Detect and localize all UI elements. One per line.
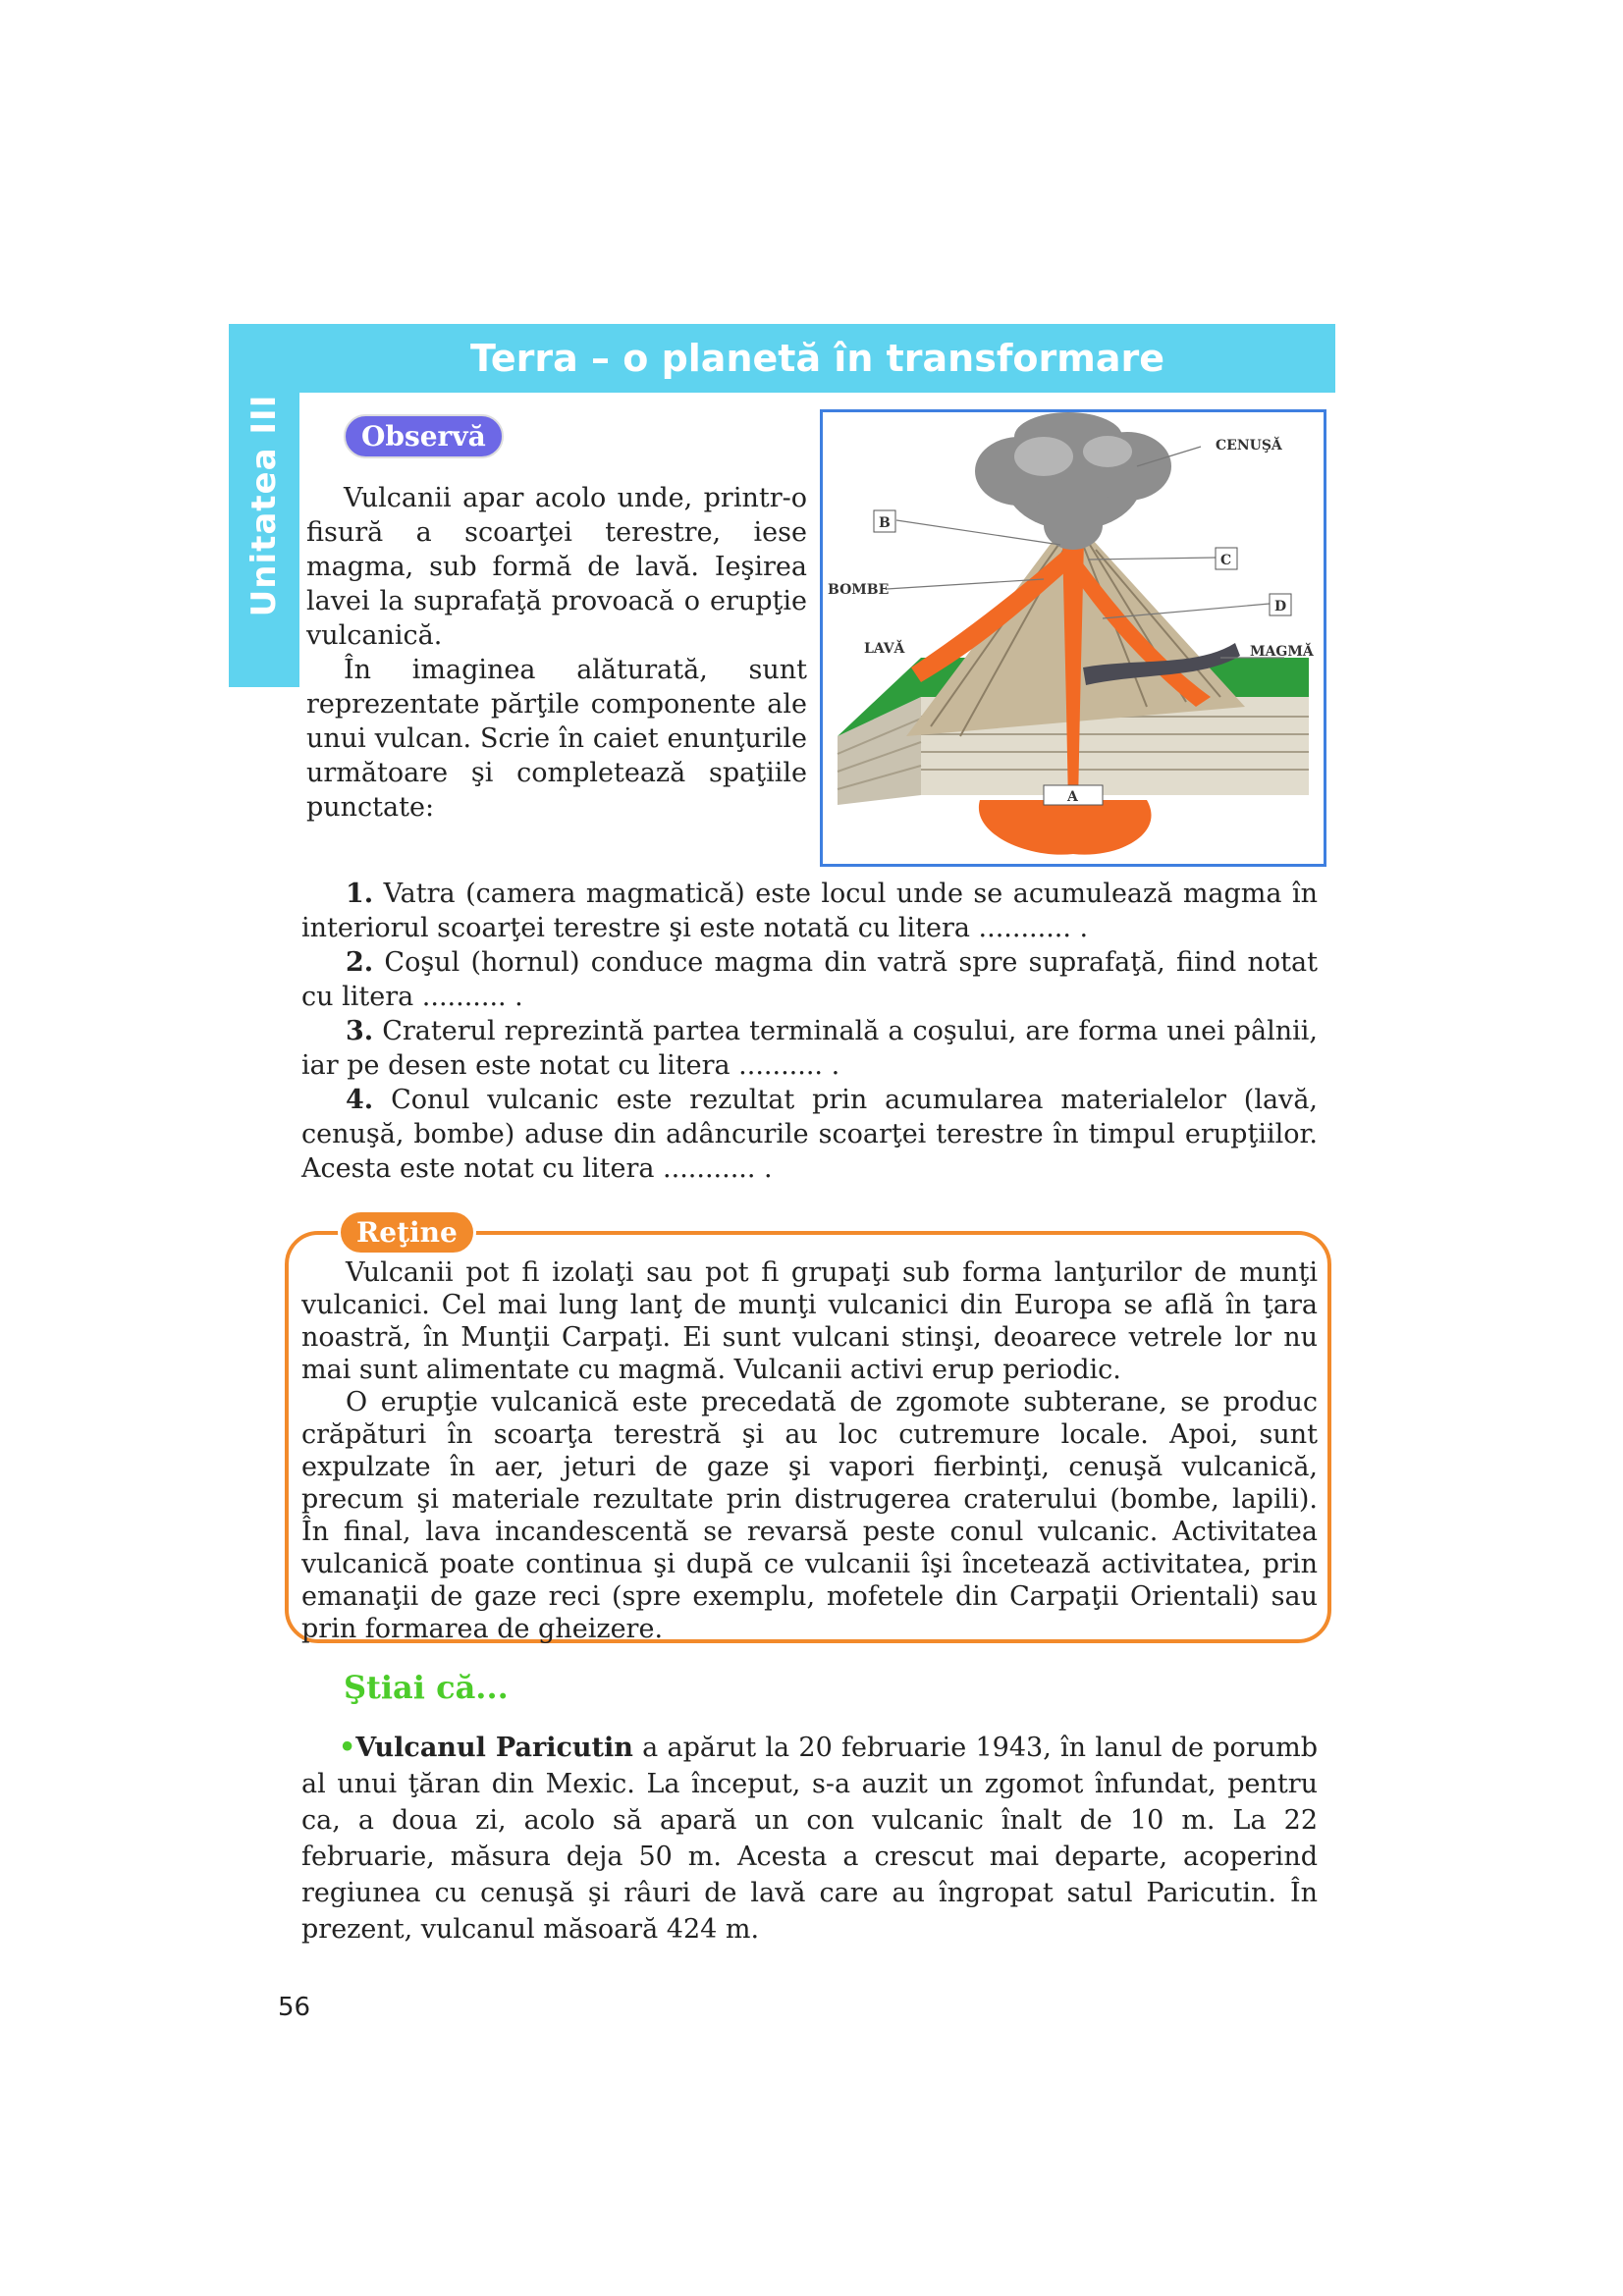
label-a: A [1067, 789, 1078, 805]
stiai-body: a apărut la 20 februarie 1943, în lanul de porumb al unui ţăran din Mexic. La început, s-a auzit un zgomot înfundat, pentru ca, a doua zi, acolo să apară un con vulcanic înalt de 10 m. La 22 februarie, măsura deja 50 m. Acesta a crescut mai departe, acoperind regiunea cu cenuşă şi râuri de lavă care au îngropat satul Paricutin. În prezent, vulcanul măsoară 424 m. [301, 1733, 1318, 1945]
observa-paragraph: În imaginea alăturată, sunt reprezentate părţile componente ale unui vulcan. Scrie în caiet enunţurile următoare şi completează spaţiile punctate: [306, 655, 807, 823]
retine-badge: Reţine [338, 1209, 476, 1255]
page-title: Terra – o planetă în transformare [299, 324, 1335, 393]
label-d: D [1274, 599, 1287, 614]
stiai-heading: Ştiai că... [344, 1669, 509, 1706]
volcano-diagram [823, 412, 1324, 864]
magma-chamber [979, 800, 1152, 855]
label-bombe: BOMBE [828, 582, 890, 598]
observa-badge: Observă [344, 414, 504, 458]
label-b: B [879, 515, 891, 531]
stiai-text [301, 1730, 1318, 1948]
stiai-bold: Vulcanul Paricutin [355, 1733, 633, 1763]
retine-paragraph: Vulcanii pot fi izolaţi sau pot fi grupaţi sub forma lanţurilor de munţi vulcanici. Cel mai lung lanţ de munţi vulcanici din Europa se află în ţara noastră, în Munţii Carpaţi. Ei sunt vulcani stinşi, deoarece vetrele lor nu mai sunt alimentate cu magmă. Vulcanii activi erup periodic. [301, 1257, 1318, 1385]
label-magma: MAGMĂ [1250, 644, 1314, 660]
volcano-figure [820, 409, 1326, 867]
observa-text [306, 481, 807, 825]
label-cenusa: CENUŞĂ [1216, 438, 1282, 454]
stiai-paragraph [301, 1730, 1318, 1948]
question-item: 3. Craterul reprezintă partea terminală a coşului, are forma unei pâlnii, iar pe desen este notat cu litera .......... . [301, 1016, 1318, 1081]
bullet-icon: • [339, 1733, 356, 1763]
retine-text [301, 1256, 1318, 1645]
label-lava: LAVĂ [864, 641, 905, 657]
question-item: 1. Vatra (camera magmatică) este locul unde se acumulează magma în interiorul scoarţei terestre şi este notată cu litera ........... . [301, 879, 1318, 943]
observa-paragraph: Vulcanii apar acolo unde, printr-o fisură a scoarţei terestre, iese magma, sub formă de lavă. Ieşirea lavei la suprafaţă provoacă o erupţie vulcanică. [306, 483, 807, 651]
label-c: C [1220, 553, 1232, 568]
question-item: 2. Coşul (hornul) conduce magma din vatră spre suprafaţă, fiind notat cu litera .......... . [301, 947, 1318, 1012]
question-item: 4. Conul vulcanic este rezultat prin acumularea materialelor (lavă, cenuşă, bombe) aduse din adâncurile scoarţei terestre în timpul erupţiilor. Acesta este notat cu litera ........... . [301, 1085, 1318, 1184]
questions-list [301, 877, 1318, 1186]
ash-cloud [975, 412, 1171, 550]
unit-label: Unitatea III [244, 394, 284, 617]
page-number: 56 [278, 1993, 311, 2022]
retine-paragraph: O erupţie vulcanică este precedată de zgomote subterane, se produc crăpături în scoarţa terestră şi au loc cutremure locale. Apoi, sunt expulzate în aer, jeturi de gaze şi vapori fierbinţi, cenuşă vulcanică, precum şi materiale rezultate prin distrugerea craterului (bombe, lapili). În final, lava incandescentă se revarsă peste conul vulcanic. Activitatea vulcanică poate continua şi după ce vulcanii îşi încetează activitatea, prin emanaţii de gaze reci (spre exemplu, mofetele din Carpaţii Orientali) sau prin formarea de gheizere. [301, 1387, 1318, 1644]
unit-side-tab [229, 324, 299, 687]
